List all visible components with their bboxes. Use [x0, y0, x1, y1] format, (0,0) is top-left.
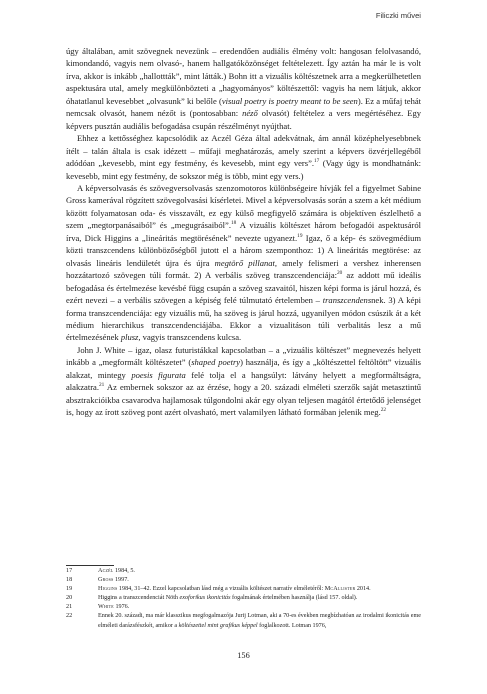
footnote-italic: költészettel mint grafikus képpel	[178, 622, 258, 629]
footnote-ref-20: 20	[337, 270, 343, 277]
p3-text-b: A vizuális költészet három befogadói aspektusáról írva, Dick Higgins a „lineáritás megtörésének” nevezte ugyanezt.	[66, 220, 421, 243]
footnote-number: 21	[66, 604, 73, 611]
p3-text-g: , vagyis transzcendens kulcsa.	[138, 332, 242, 343]
footnote-separator	[66, 565, 114, 566]
footnote-ref-19: 19	[297, 232, 303, 239]
p4-text-d: Az embernek sokszor az az érzése, hogy a 20. századi elméleti szerzők saját metasztintű absztrakcióikba csavarodva hajlamosak túlgondolni akár egy olyan teljesen magától értetődő jelenséget is, hogy az írott szöveg pont azért olvasható, mert valamilyen látható formában jelenik meg.	[66, 382, 421, 418]
p2-text-a: Ehhez a kettősséghez kapcsolódik az Aczél Géza által adekvátnak, ám annál középhelyesebbnek ítélt – talán általa is csak idézett – műfaji meghatározás, amely szerint a képvers özvérjellegéből adódóan „kevesebb, mint egy festmény, és kevesebb, mint egy vers”.	[66, 133, 421, 169]
p3-text-c: Igaz, ő a kép- és szövegmédium közti transzcendens különbözőségből jutott el a három szemponthoz: 1) A lineáritás megtörése: az olvasás lineáris lendületét újra és újra	[66, 232, 421, 268]
footnote-text: Ennek 20. századi, ma már klasszikus megfogalmazója Jurij Lotman, aki a 70-es években megbízhatóan az irodalmi ikonicitás eme elméleti darázsfészkét, amikor a	[98, 613, 421, 629]
paragraph-3	[66, 182, 421, 344]
p3-italic-3: plusz	[120, 332, 139, 343]
footnote-number: 18	[66, 577, 73, 584]
p4-text-a: John J. White – igaz, olasz futuristákkal kapcsolatban – a „vizuális költészet” megnevezés helyett inkább a „megformált költészetet” (	[66, 344, 421, 368]
p1-italic-1: visual poetry is poetry meant to be seen	[221, 95, 358, 106]
footnote-17	[66, 567, 421, 576]
footnote-18	[66, 576, 421, 585]
paragraph-2	[66, 132, 421, 182]
footnote-text: Higgins a transzcendenciát Nöth	[98, 595, 180, 602]
footnote-author: Gross	[98, 577, 114, 584]
footnote-number: 17	[66, 568, 73, 574]
footnote-text: 1984, 5.	[113, 568, 135, 574]
p1-text-c: olvasót) feltételez a vers megértéséhez. Egy képvers pusztán audiális befogadása csupán részélményt nyújthat.	[66, 108, 421, 131]
footnote-ref-17: 17	[314, 158, 320, 165]
p4-text-c: felé tolja el a hangsúlyt: látvány helyett a megformáltságra, alakzatra.	[66, 369, 421, 393]
p3-text-e: az addott mű ideális befogadása és értelmezése kevésbé függ csupán a szöveg szavaitól, hiszen képi forma is járul hozzá, és ezért nevezi – a verbális szövegen a képiség felé túlmutató értelemben –	[66, 270, 421, 306]
footnote-ref-21: 21	[98, 382, 105, 389]
footnote-text-2: 2014.	[355, 586, 371, 593]
footnote-text-2: foglalkozott. Lotman 1976,	[257, 622, 327, 629]
footnote-text: 1984, 31–42. Ezzel kapcsolatban lásd még a vizuális költészet narratív elméletéről:	[117, 586, 325, 593]
footnote-italic: exoforikus ikonicitás	[179, 595, 231, 602]
p3-text-a: A képversolvasás és szövegversolvasás szenzomotoros különbségeire hívják fel a figyelmet Sabine Gross kamerával rögzített szövegolvasási kísérletei. Mivel a képversolvasás során a szem a két médium között folyamatosan oda- és visszavált, ez egy külső megfigyelő számára is objektíven észlelhető a szem „megtorpanásaiból” és „megugrásaiból”.	[66, 182, 421, 231]
footnote-author: Higgins	[98, 586, 118, 593]
p4-text-b: ) használja, és így a „költészettel feltöltött” vizuális alakzat, mintegy	[66, 357, 421, 380]
paragraph-4	[66, 344, 421, 419]
footnote-ref-22: 22	[380, 407, 387, 414]
page-number: 156	[237, 651, 250, 660]
p4-italic-2: poesis figurata	[131, 369, 186, 380]
footnote-number: 19	[66, 586, 73, 593]
p3-text-f: nek. 3) A képi forma transzcendenciája: egy vizuális mű, ha szöveg is járul hozzá, ugyanilyen módon csúszik át a két médium hierarchikus transzcendenciájába. Ekkor a vizualitáson túli verbalitás lesz a mű értelmezésének	[66, 295, 421, 343]
footnote-author-2: McAllister	[324, 586, 356, 593]
running-title: Filiczki művei	[375, 11, 421, 20]
footnote-21	[66, 603, 421, 612]
p3-text-d: , amely felismeri a vershez inherensen hozzátartozó szövegen túli formát. 2) A verbális szöveg transzcendenciája:	[66, 257, 421, 281]
footnote-author: Aczél	[98, 568, 114, 574]
footnotes	[66, 567, 421, 631]
footnote-text-2: fogalmának értelmében használja (lásd 157. oldal).	[230, 595, 358, 602]
footnote-19	[66, 585, 421, 594]
footnote-text: 1976.	[113, 604, 130, 611]
footnote-ref-18: 18	[230, 220, 237, 227]
p3-italic-2: transzcendens	[322, 295, 372, 306]
footnote-20	[66, 594, 421, 603]
p1-text-b: ). Ez a műfaj tehát nemcsak olvasót, hanem nézőt is (pontosabban:	[66, 95, 422, 119]
p1-italic-2: néző	[242, 108, 258, 119]
p1-text-a: úgy általában, amit szövegnek nevezünk – eredendően audiális élmény volt: hangosan felolvasandó, kimondandó, vagyis nem olvasó-, hanem hallgatóközönséget feltételezett. Így aztán ha már le is volt írva, akkor is inkább „hallottták”, mint látták.) Bohn itt a vizuális költészetnek arra a megkerülhetetlen aspektusára utal, amely megkülönbözteti a „hagyományos” költészettől: vagyis ha nem látjuk, akkor óhatatlanul kevesebbet „olvasunk” ki belőle (	[66, 46, 421, 106]
footnote-text: 1997.	[113, 577, 129, 584]
running-header	[0, 0, 487, 30]
footnote-author: White	[98, 604, 114, 611]
p3-italic-1: megtörő pillanat	[214, 257, 275, 268]
footnote-number: 20	[66, 595, 73, 602]
paragraph-1	[66, 45, 421, 132]
p4-italic-1: shaped poetry	[191, 357, 241, 368]
footnote-22	[66, 612, 421, 630]
footnote-number: 22	[66, 613, 73, 620]
main-text	[66, 45, 421, 419]
p2-text-b: (Vagy úgy is mondhatnánk: kevesebb, mint egy festmény, de sokszor még is több, mint egy vers.)	[66, 158, 421, 181]
